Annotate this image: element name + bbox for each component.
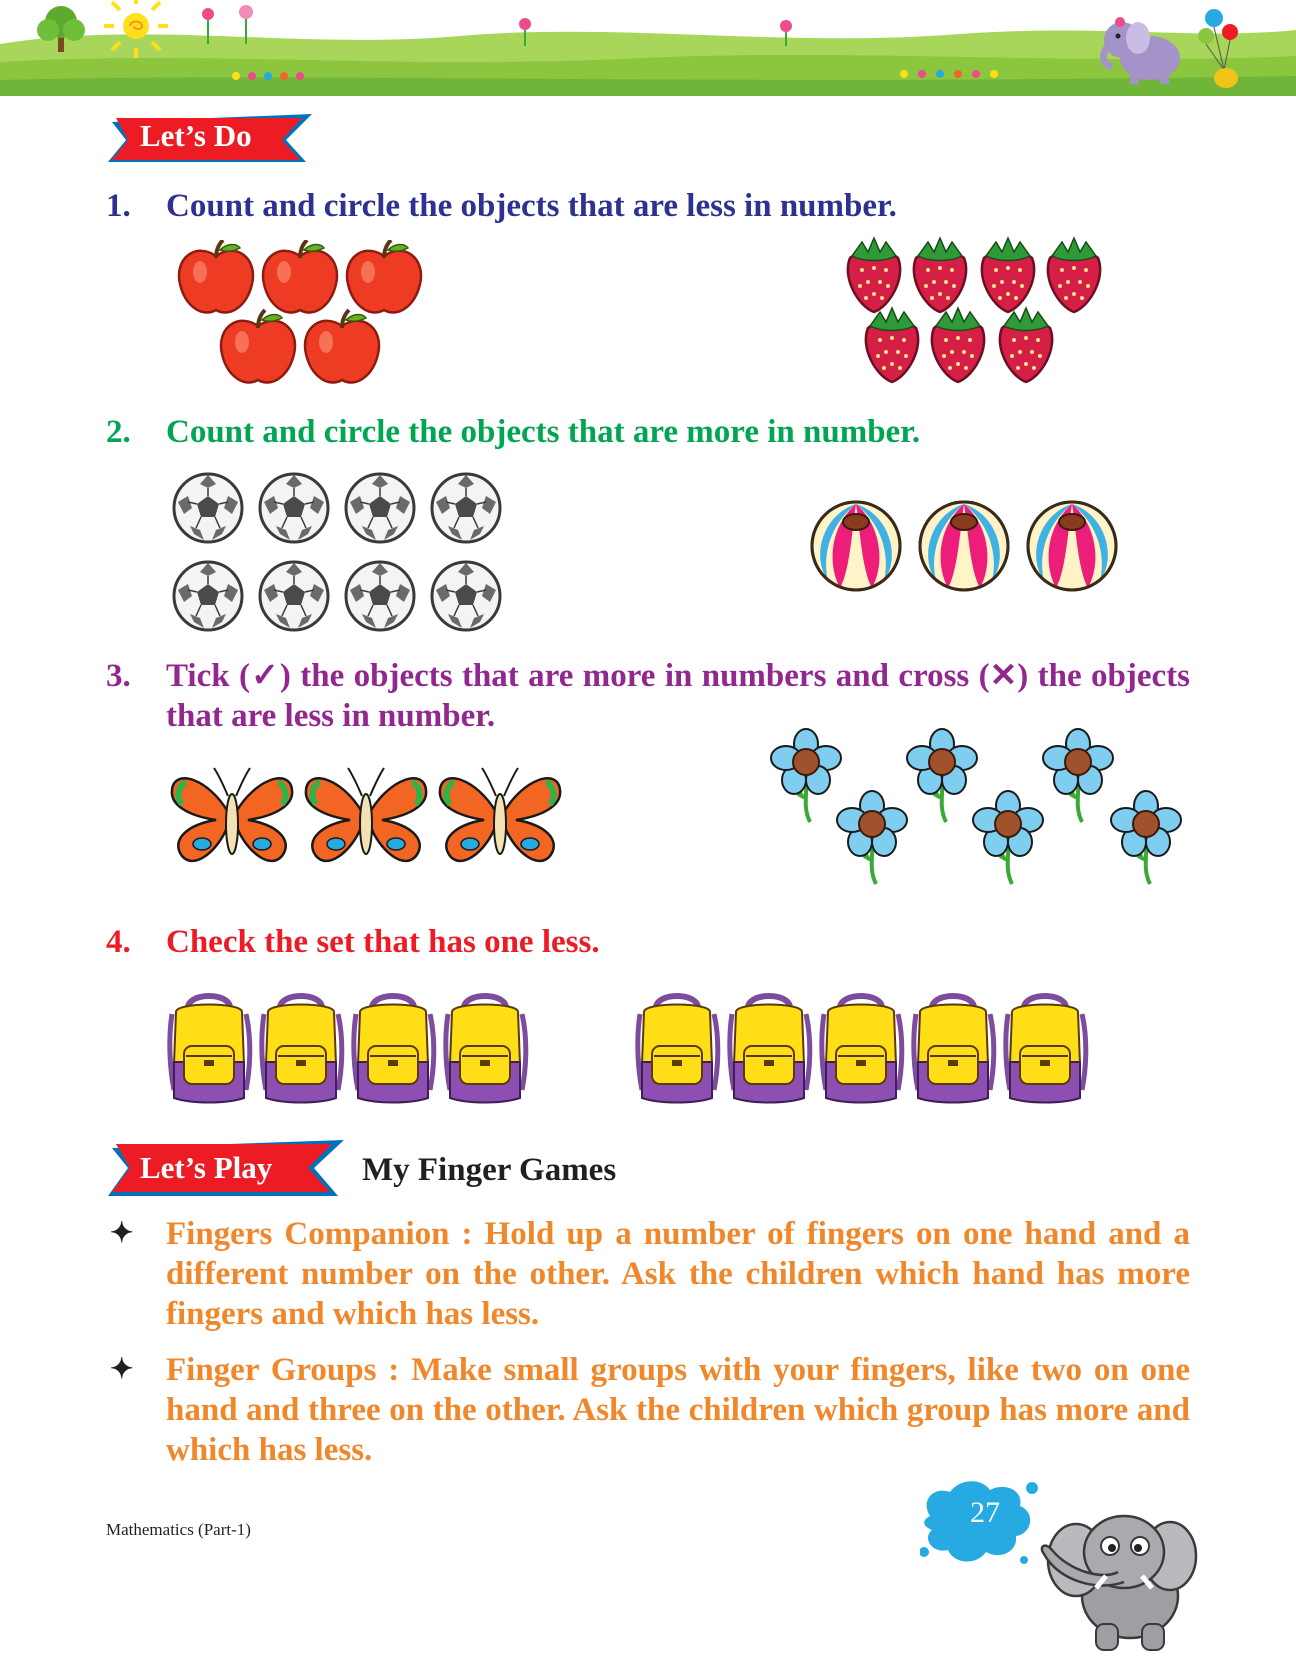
question-1-text: Count and circle the objects that are less in number.	[166, 188, 897, 224]
apple-icon	[305, 310, 379, 382]
beach-balls-group	[810, 500, 1126, 600]
soccer-ball-icon	[174, 474, 242, 542]
lets-play-label: Let’s Play	[140, 1150, 273, 1185]
flower-icon	[1043, 729, 1113, 822]
apples-group	[176, 240, 436, 390]
question-4-number: 4.	[106, 924, 131, 960]
bullet-finger-groups	[106, 1350, 1190, 1470]
beach-ball-icon	[812, 502, 900, 590]
backpack-icon	[638, 996, 718, 1103]
apple-icon	[179, 240, 253, 312]
star-bullet-icon: ✦	[110, 1218, 134, 1249]
apple-icon	[221, 310, 295, 382]
question-3	[106, 656, 1190, 736]
butterfly-icon	[172, 768, 292, 861]
bullet-1-text: Fingers Companion : Hold up a number of fingers on one hand and a different number on the other. Ask the children which hand has more fingers and which has less.	[166, 1216, 1190, 1332]
strawberry-icon	[1048, 238, 1100, 312]
backpack-icon	[262, 996, 342, 1103]
flower-icon	[907, 729, 977, 822]
question-2-number: 2.	[106, 414, 131, 450]
flower-icon	[973, 791, 1043, 884]
apple-icon	[263, 240, 337, 312]
question-1	[106, 186, 1190, 226]
soccer-ball-icon	[432, 474, 500, 542]
soccer-ball-icon	[260, 562, 328, 630]
backpack-icon	[446, 996, 526, 1103]
strawberries-group	[842, 236, 1114, 392]
lets-do-label: Let’s Do	[140, 118, 252, 153]
soccer-ball-icon	[260, 474, 328, 542]
backpack-icon	[730, 996, 810, 1103]
beach-ball-icon	[920, 502, 1008, 590]
book-title-footer: Mathematics (Part-1)	[106, 1520, 251, 1539]
question-3-number: 3.	[106, 658, 131, 694]
strawberry-icon	[848, 238, 900, 312]
question-4	[106, 922, 1190, 962]
question-4-text: Check the set that has one less.	[166, 924, 600, 960]
butterflies-group	[166, 760, 580, 886]
flowers-group	[770, 726, 1202, 906]
backpack-icon	[1006, 996, 1086, 1103]
question-2-text: Count and circle the objects that are more in number.	[166, 414, 921, 450]
backpacks-set-5	[634, 990, 1094, 1108]
strawberry-icon	[1000, 308, 1052, 382]
soccer-ball-icon	[432, 562, 500, 630]
backpack-icon	[354, 996, 434, 1103]
backpack-icon	[822, 996, 902, 1103]
question-3-text: Tick (✓) the objects that are more in numbers and cross (✕) the objects that are less in number.	[166, 658, 1190, 734]
backpack-icon	[170, 996, 250, 1103]
soccer-balls-group	[172, 472, 516, 636]
butterfly-icon	[306, 768, 426, 861]
backpack-icon	[914, 996, 994, 1103]
bullet-2-text: Finger Groups : Make small groups with your fingers, like two on one hand and three on the other. Ask the children which group has more and which has less.	[166, 1352, 1190, 1468]
page-number: 27	[970, 1496, 1000, 1529]
strawberry-icon	[932, 308, 984, 382]
strawberry-icon	[982, 238, 1034, 312]
strawberry-icon	[914, 238, 966, 312]
star-bullet-icon: ✦	[110, 1354, 134, 1385]
beach-ball-icon	[1028, 502, 1116, 590]
backpacks-set-4	[166, 990, 534, 1108]
soccer-ball-icon	[174, 562, 242, 630]
apple-icon	[347, 240, 421, 312]
bullet-fingers-companion	[106, 1214, 1190, 1334]
flower-icon	[1111, 791, 1181, 884]
question-2	[106, 412, 1190, 452]
butterfly-icon	[440, 768, 560, 861]
soccer-ball-icon	[346, 474, 414, 542]
question-1-number: 1.	[106, 188, 131, 224]
elephant-icon	[1042, 1516, 1196, 1650]
flower-icon	[771, 729, 841, 822]
strawberry-icon	[866, 308, 918, 382]
flower-icon	[837, 791, 907, 884]
finger-games-title: My Finger Games	[362, 1152, 617, 1188]
soccer-ball-icon	[346, 562, 414, 630]
header-landscape-banner	[0, 0, 1296, 96]
